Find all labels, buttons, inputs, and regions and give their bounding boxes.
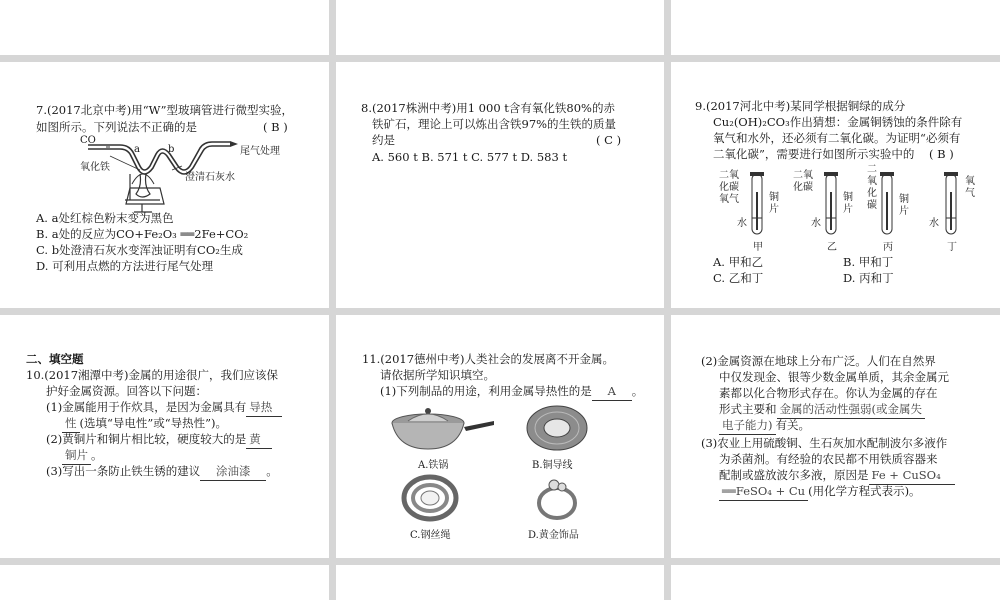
q7-line2: 如图所示。下列说法不正确的是 [36,120,197,134]
gold-ring-image [532,473,582,523]
q7-line1: 7.(2017北京中考)用“W”型玻璃管进行微型实验， [36,103,294,117]
q7-label-a: a [134,144,140,155]
q8-options: A. 560 t B. 571 t C. 577 t D. 583 t [372,150,568,164]
q7-option-c: C. b处澄清石灰水变浑浊证明有CO₂生成 [36,243,243,257]
q10-part1-text: (1)金属能用于作炊具，是因为金属具有 [46,400,247,414]
q10-part1-answer-a: 导热 [246,399,282,417]
q9-tube-yi-metal: 铜片 [843,192,853,215]
q7-label-lime: 澄清石灰水 [185,172,235,183]
panel-top-middle [336,0,664,55]
q11-part2-text: 形式主要和 [719,402,777,416]
q11-part2-end: 有关。 [775,418,810,432]
q7-option-b: B. a处的反应为CO+Fe₂O₃ ══2Fe+CO₂ [36,227,249,241]
q9-tube-bing [867,164,927,253]
panel-q11 [336,315,664,558]
q11-part2-answer-b: 电子能力) [719,417,776,435]
q10-part2 [46,431,272,449]
steel-rope-image [400,473,460,523]
q11-part1-text: (1)下列制品的用途，利用金属导热性的是 [380,384,592,398]
q7-option-a: A. a处红棕色粉末变为黑色 [36,211,174,225]
q7-label-co: CO [80,135,96,146]
q11-part3-line2: 为杀菌剂。有经验的农民都不用铁质容器来 [719,452,938,466]
q9-line3: 氧气和水外，还必须有二氧化碳。为证明“必须有 [713,131,961,145]
q11-part2-line5 [719,417,810,435]
q9-tube-bing-metal: 铜片 [899,194,909,217]
q10-part3-text: (3)写出一条防止铁生锈的建议 [46,464,201,478]
q10-line2: 护好金属资源。回答以下问题： [46,384,207,398]
q10-part1-cont [62,415,227,433]
q11-part3-text: 配制或盛放波尔多液，原因是 [719,468,869,482]
q11-item-b-label: B.铜导线 [532,460,573,471]
q9-tube-yi-liquid: 水 [811,218,821,229]
q11-part3-line3 [719,467,955,485]
q7-option-d: D. 可利用点燃的方法进行尾气处理 [36,259,214,273]
q8-answer: ( C ) [596,133,622,147]
q11-part2-line4 [719,401,925,419]
panel-q11-cont [671,315,1000,558]
q9-tube-ding-name: 丁 [947,242,957,253]
panel-bottom-left [0,565,329,600]
q9-tube-ding [927,170,997,253]
q10-part1 [46,399,282,417]
q10-part3 [46,463,278,481]
q10-part2-text: (2)黄铜片和铜片相比较，硬度较大的是 [46,432,247,446]
panel-q7 [0,62,329,308]
panel-q9 [671,62,1000,308]
q10-part3-answer: 涂油漆 [200,463,266,481]
q9-tube-jia-name: 甲 [753,242,763,253]
q9-tube-ding-liquid: 水 [929,218,939,229]
q9-tube-jia-liquid: 水 [737,218,747,229]
q9-option-d: D. 丙和丁 [843,271,894,285]
q10-part1-answer-b: 性 [62,415,80,433]
q8-line1: 8.(2017株洲中考)用1 000 t含有氧化铁80%的赤 [361,101,615,115]
section-title: 二、填空题 [26,352,84,366]
q9-tube-bing-name: 丙 [883,242,893,253]
q10-part2-answer-b: 铜片 [62,447,91,465]
panel-top-right [671,0,1000,55]
panel-bottom-middle [336,565,664,600]
q11-part2-line2: 中仅发现金、银等少数金属单质，其余金属元 [719,370,949,384]
q10-part2-end: 。 [91,448,103,462]
q11-part1-end: 。 [631,384,644,398]
q7-answer: ( B ) [263,120,288,134]
q9-tube-ding-gas: 氧气 [965,176,975,199]
q10-part3-end: 。 [266,464,278,478]
q10-part2-answer-a: 黄 [246,431,272,449]
q9-tube-bing-gas: 二氧化碳 [867,164,877,211]
q9-line4: 二氧化碳”，需要进行如图所示实验中的 [713,147,915,161]
q9-tube-jia [719,170,789,253]
q7-label-tail: 尾气处理 [240,146,280,157]
q9-option-a: A. 甲和乙 [713,255,764,269]
q9-answer: ( B ) [929,147,954,161]
q11-item-c-label: C.钢丝绳 [410,530,451,541]
q9-line2: Cu₂(OH)₂CO₃作出猜想：金属铜锈蚀的条件除有 [713,115,963,129]
panel-q8 [336,62,664,308]
q9-tube-yi-gas: 二氧化碳 [793,170,813,193]
q9-tube-jia-gas: 二氧化碳氧气 [719,170,739,205]
q11-part2-line3: 素都以化合物形式存在。你认为金属的存在 [719,386,938,400]
q11-part3-answer-b: ══FeSO₄ + Cu [719,483,808,501]
q11-part3-end: (用化学方程式表示)。 [808,484,921,498]
q11-part3-answer-a: Fe + CuSO₄ [869,467,955,485]
q11-item-d-label: D.黄金饰品 [528,530,579,541]
q10-part2-cont [62,447,103,465]
q8-line2: 铁矿石，理论上可以炼出含铁97%的生铁的质量 [372,117,617,131]
q8-line3: 约是 [372,133,395,147]
q7-label-oxide: 氧化铁 [80,162,110,173]
q11-part1 [380,383,643,401]
q11-part3-line4 [719,483,921,501]
q11-part2-answer-a: 金属的活动性强弱(或金属失 [777,401,926,419]
panel-bottom-right [671,565,1000,600]
q9-option-b: B. 甲和丁 [843,255,894,269]
q9-line1: 9.(2017河北中考)某同学根据铜绿的成分 [695,99,906,113]
q9-tube-yi-name: 乙 [827,242,837,253]
copper-wire-image [522,403,592,453]
q11-line1: 11.(2017德州中考)人类社会的发展离不开金属。 [362,352,615,366]
q10-part1-hint: (选填“导电性”或“导热性”)。 [79,416,227,430]
q7-label-b: b [168,144,175,155]
q11-part3-line1: (3)农业上用硫酸铜、生石灰加水配制波尔多液作 [701,436,948,450]
q11-part2-line1: (2)金属资源在地球上分布广泛。人们在自然界 [701,354,936,368]
panel-q10 [0,315,329,558]
q9-option-c: C. 乙和丁 [713,271,764,285]
wok-image [388,403,498,453]
q11-line2: 请依据所学知识填空。 [380,368,495,382]
q11-item-a-label: A.铁锅 [418,460,449,471]
q9-tube-yi [793,170,863,253]
q11-part1-answer: A [592,383,632,401]
q9-tube-jia-metal: 铜片 [769,192,779,215]
panel-top-left [0,0,329,55]
q10-line1: 10.(2017湘潭中考)金属的用途很广，我们应该保 [26,368,279,382]
